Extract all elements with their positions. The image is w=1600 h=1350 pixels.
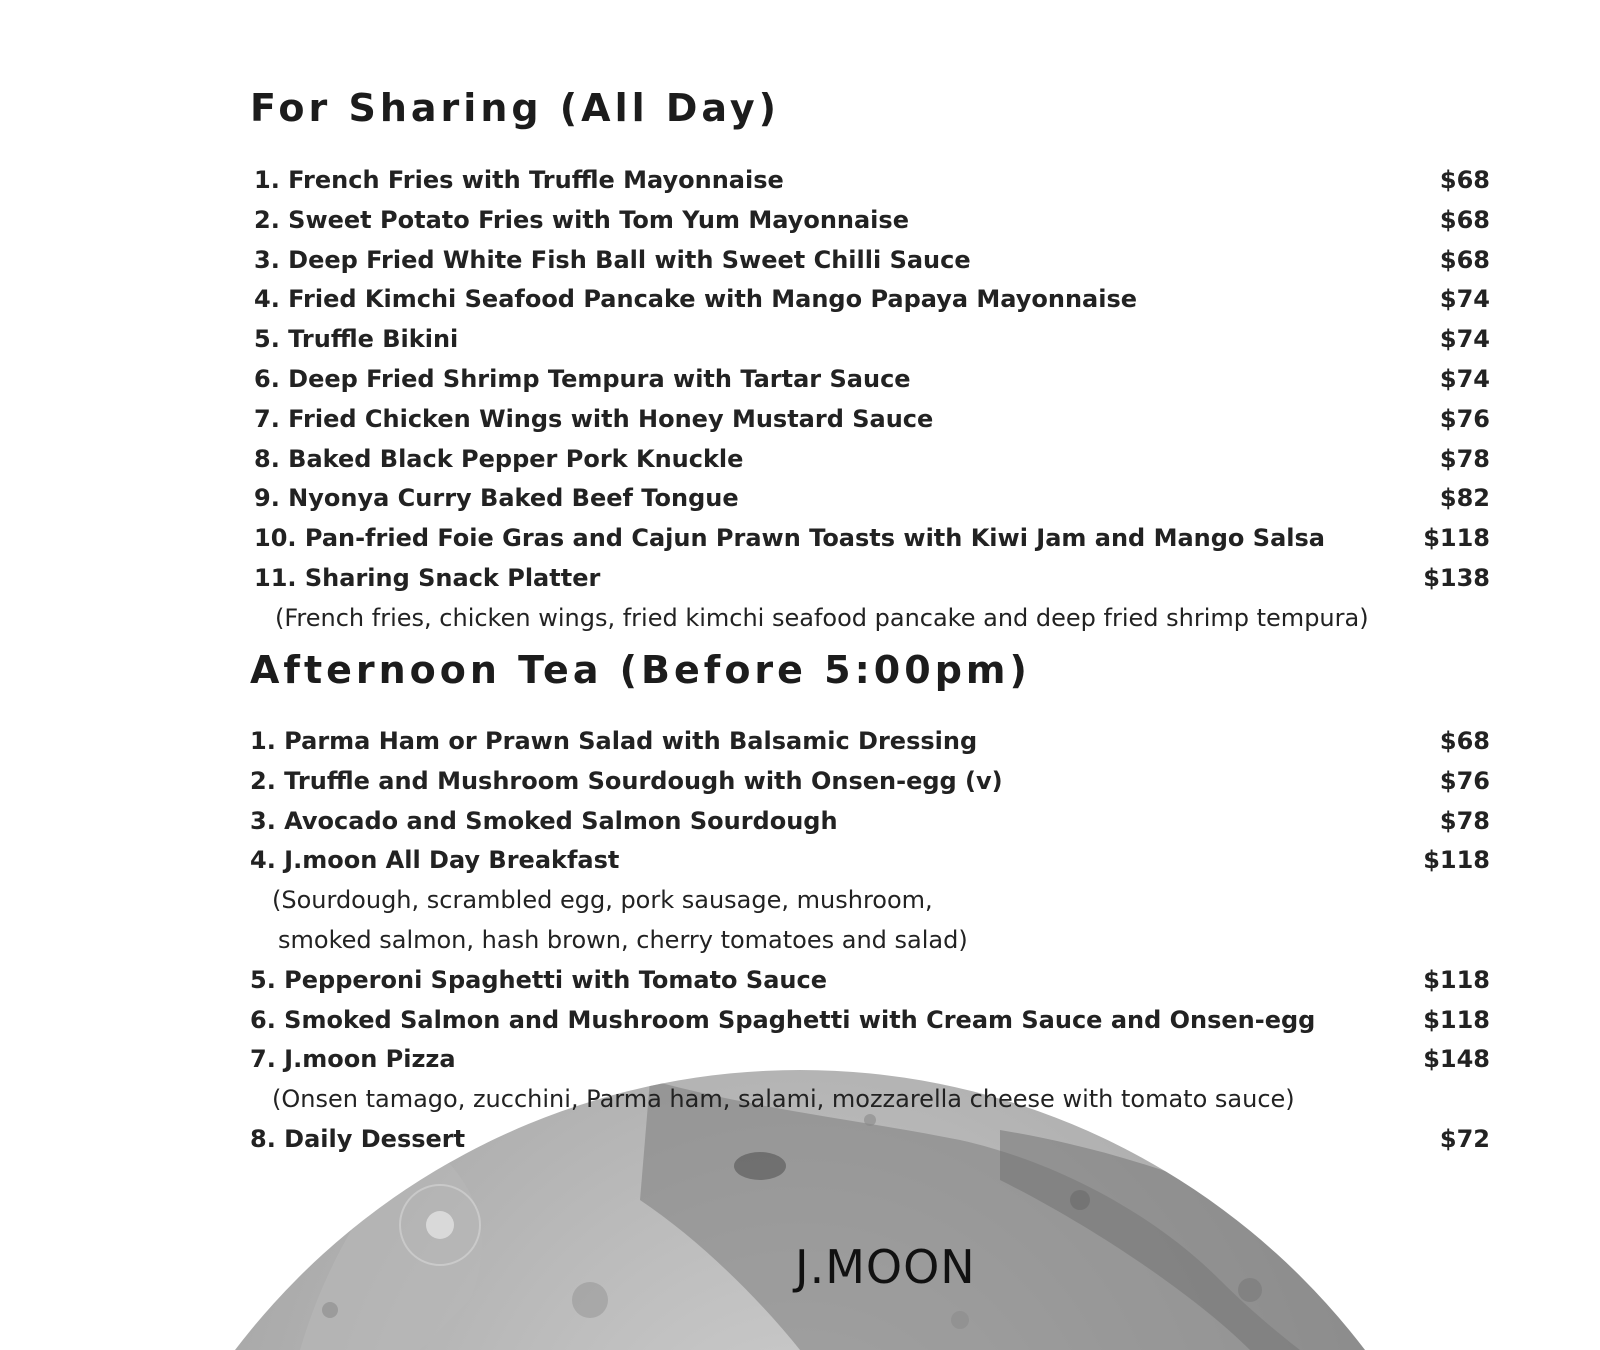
menu-item bbox=[0, 279, 1600, 319]
menu-item bbox=[0, 240, 1600, 280]
menu-item bbox=[0, 359, 1600, 399]
menu-item-price: $118 bbox=[1423, 965, 1490, 994]
menu-item bbox=[0, 439, 1600, 479]
menu-item-name: 4. Fried Kimchi Seafood Pancake with Mango Papaya Mayonnaise bbox=[254, 285, 1138, 314]
menu-item bbox=[0, 160, 1600, 200]
afternoon-tea-section-title: Afternoon Tea (Before 5:00pm) bbox=[250, 648, 1031, 692]
menu-item-name: 3. Avocado and Smoked Salmon Sourdough bbox=[250, 806, 838, 835]
menu-item bbox=[0, 478, 1600, 518]
menu-item-name: 7. J.moon Pizza bbox=[250, 1045, 456, 1074]
menu-item-price: $148 bbox=[1423, 1045, 1490, 1074]
menu-item-price: $76 bbox=[1439, 766, 1490, 795]
sharing-menu-list bbox=[0, 160, 1600, 638]
menu-item-name: 1. French Fries with Truffle Mayonnaise bbox=[254, 166, 784, 194]
menu-item bbox=[0, 1119, 1600, 1159]
menu-item-name: 1. Parma Ham or Prawn Salad with Balsamic Dressing bbox=[250, 727, 978, 755]
menu-item-name: 8. Daily Dessert bbox=[250, 1124, 466, 1153]
menu-item bbox=[0, 840, 1600, 880]
menu-item bbox=[0, 558, 1600, 598]
menu-item-price: $68 bbox=[1439, 727, 1490, 755]
menu-item-price: $118 bbox=[1423, 1005, 1490, 1034]
menu-item-description: smoked salmon, hash brown, cherry tomatoes and salad) bbox=[278, 925, 968, 954]
menu-item-name: 8. Baked Black Pepper Pork Knuckle bbox=[254, 444, 744, 473]
menu-item bbox=[0, 721, 1600, 761]
menu-item bbox=[0, 200, 1600, 240]
menu-item-name: 4. J.moon All Day Breakfast bbox=[250, 846, 620, 875]
menu-item-name: 7. Fried Chicken Wings with Honey Mustard Sauce bbox=[254, 404, 934, 433]
menu-item-name: 6. Smoked Salmon and Mushroom Spaghetti with Cream Sauce and Onsen-egg bbox=[250, 1005, 1316, 1034]
menu-item-price: $68 bbox=[1439, 166, 1490, 194]
afternoon-tea-menu-list bbox=[0, 721, 1600, 1159]
menu-item-price: $78 bbox=[1439, 806, 1490, 835]
menu-item bbox=[0, 319, 1600, 359]
menu-item bbox=[0, 960, 1600, 1000]
menu-item-description: (Onsen tamago, zucchini, Parma ham, salami, mozzarella cheese with tomato sauce) bbox=[272, 1085, 1295, 1114]
menu-item-name: 6. Deep Fried Shrimp Tempura with Tartar Sauce bbox=[254, 364, 911, 393]
menu-item-price: $68 bbox=[1439, 245, 1490, 274]
menu-item-name: 3. Deep Fried White Fish Ball with Sweet Chilli Sauce bbox=[254, 245, 971, 274]
menu-item-name: 5. Truffle Bikini bbox=[254, 325, 459, 354]
menu-item-price: $74 bbox=[1439, 325, 1490, 354]
menu-item-description: (French fries, chicken wings, fried kimchi seafood pancake and deep fried shrimp tempura) bbox=[275, 603, 1369, 632]
menu-item-description: (Sourdough, scrambled egg, pork sausage, mushroom, bbox=[272, 886, 933, 915]
jmoon-logo: J.MOON bbox=[795, 1240, 976, 1294]
menu-item bbox=[0, 1000, 1600, 1040]
menu-item-name: 2. Sweet Potato Fries with Tom Yum Mayonnaise bbox=[254, 205, 909, 234]
menu-item-price: $74 bbox=[1439, 364, 1490, 393]
sharing-section-title: For Sharing (All Day) bbox=[250, 86, 781, 130]
menu-item bbox=[0, 801, 1600, 841]
menu-item-name: 5. Pepperoni Spaghetti with Tomato Sauce bbox=[250, 965, 827, 994]
menu-item bbox=[0, 518, 1600, 558]
menu-item-price: $72 bbox=[1439, 1124, 1490, 1153]
menu-item bbox=[0, 399, 1600, 439]
menu-item-price: $78 bbox=[1439, 444, 1490, 473]
menu-item-price: $82 bbox=[1439, 484, 1490, 513]
menu-item-price: $118 bbox=[1423, 846, 1490, 875]
menu-item-name: 10. Pan-fried Foie Gras and Cajun Prawn Toasts with Kiwi Jam and Mango Salsa bbox=[254, 524, 1325, 553]
menu-item-price: $74 bbox=[1439, 285, 1490, 314]
menu-item-name: 2. Truffle and Mushroom Sourdough with Onsen-egg (v) bbox=[250, 766, 1003, 795]
menu-item-price: $138 bbox=[1423, 563, 1490, 592]
menu-item-price: $68 bbox=[1439, 205, 1490, 234]
menu-item-name: 11. Sharing Snack Platter bbox=[254, 563, 601, 592]
menu-item-price: $118 bbox=[1423, 524, 1490, 553]
menu-item-name: 9. Nyonya Curry Baked Beef Tongue bbox=[254, 484, 739, 513]
menu-item-price: $76 bbox=[1439, 404, 1490, 433]
menu-item bbox=[0, 761, 1600, 801]
menu-item bbox=[0, 1039, 1600, 1079]
